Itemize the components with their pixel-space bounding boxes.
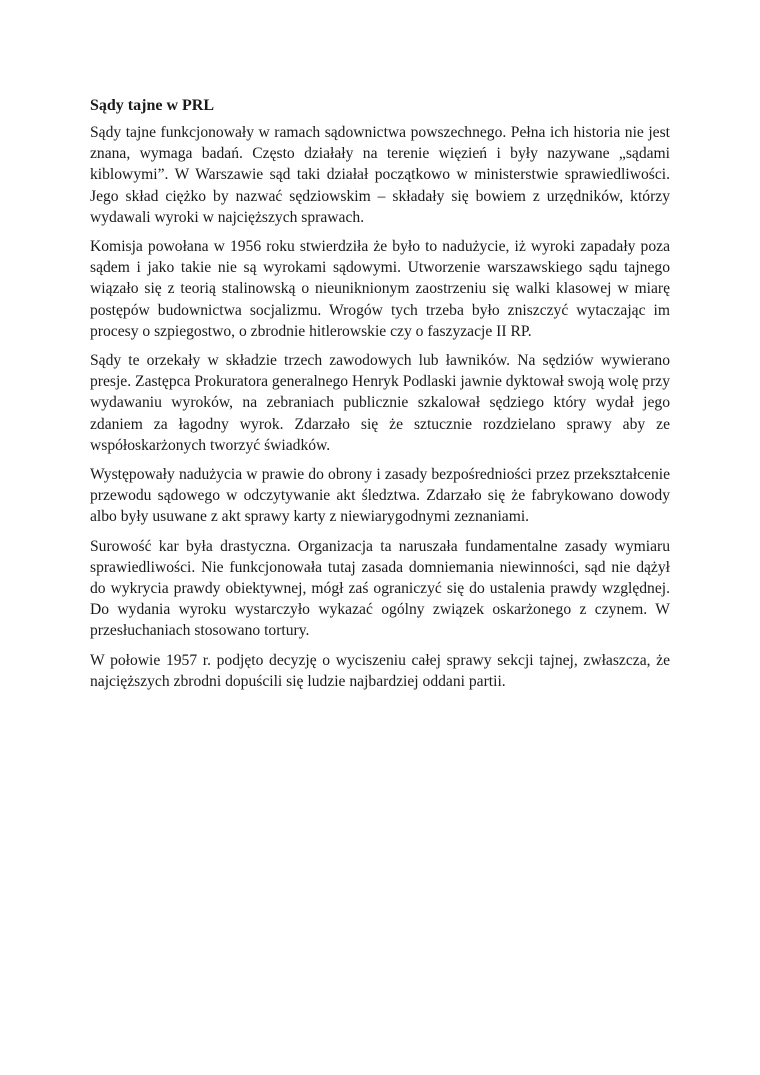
paragraph-5: Surowość kar była drastyczna. Organizacja ta naruszała fundamentalne zasady wymiaru sprawiedliwości. Nie funkcjonowała tutaj zasada domniemania niewinności, sąd nie dążył do wykrycia prawdy obiektywnej, mógł zaś ograniczyć się do ustalenia prawdy względnej. Do wydania wyroku wystarczyło wykazać ogólny związek oskarżonego z czynem. W przesłuchaniach stosowano tortury. [90,537,670,640]
paragraph-3: Sądy te orzekały w składzie trzech zawodowych lub ławników. Na sędziów wywierano presje. Zastępca Prokuratora generalnego Henryk Podlaski jawnie dyktował swoją wolę przy wydawaniu wyroków, na zebraniach publicznie szkalował sędziego który wydał jego zdaniem za łagodny wyrok. Zdarzało się że sztucznie rozdzielano sprawy aby ze współoskarżonych tworzyć świadków. [90,352,670,454]
paragraph-6: W połowie 1957 r. podjęto decyzję o wyciszeniu całej sprawy sekcji tajnej, zwłaszcza, że najcięższych zbrodni dopuścili się ludzie najbardziej oddani partii. [90,651,670,690]
document-page [90,96,670,700]
document-title: Sądy tajne w PRL [90,97,215,114]
paragraph-1: Sądy tajne funkcjonowały w ramach sądownictwa powszechnego. Pełna ich historia nie jest znana, wymaga badań. Często działały na terenie więzień i były nazywane „sądami kiblowymi”. W Warszawie sąd taki działał początkowo w ministerstwie sprawiedliwości. Jego skład ciężko by nazwać sędziowskim – składały się bowiem z urzędników, którzy wydawali wyroki w najcięższych sprawach. [90,124,670,226]
paragraph-2: Komisja powołana w 1956 roku stwierdziła że było to nadużycie, iż wyroki zapadały poza sądem i jako takie nie są wyrokami sądowymi. Utworzenie warszawskiego sądu tajnego wiązało się z teorią stalinowską o nieuniknionym zaostrzeniu się walki klasowej w miarę postępów budownictwa socjalizmu. Wrogów tych trzeba było zniszczyć wytaczając im procesy o szpiegostwo, o zbrodnie hitlerowskie czy o faszyzacje II RP. [90,238,670,340]
paragraph-4: Występowały nadużycia w prawie do obrony i zasady bezpośredniości przez przekształcenie przewodu sądowego w odczytywanie akt śledztwa. Zdarzało się że fabrykowano dowody albo były usuwane z akt sprawy karty z niewiarygodnymi zeznaniami. [90,466,670,526]
